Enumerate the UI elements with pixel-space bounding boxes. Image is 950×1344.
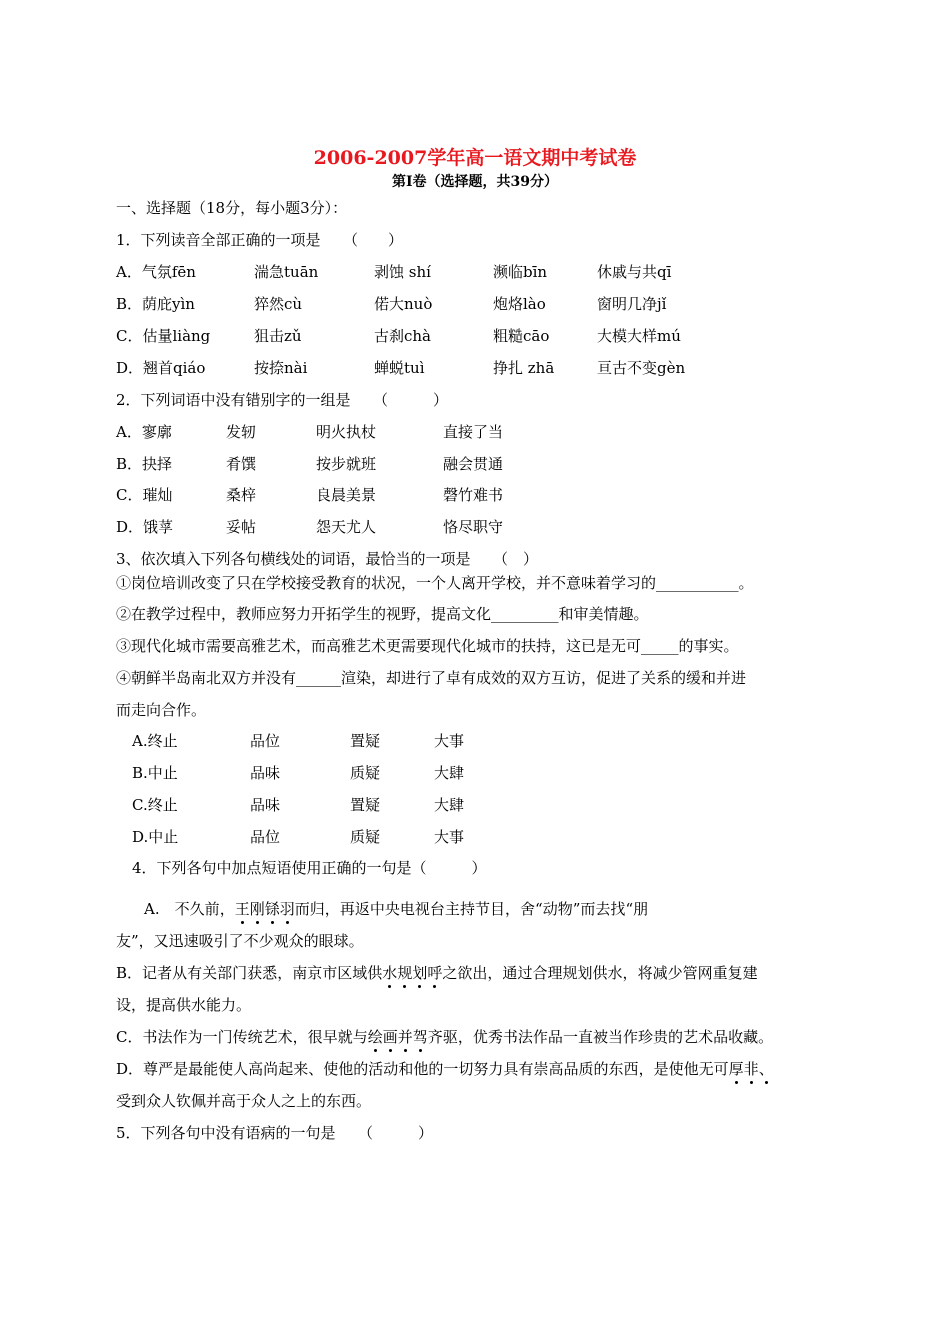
option-cell: D.中止 [132, 828, 179, 846]
option-cell: 蝉蜕tuì [374, 359, 425, 377]
question-3-sentence-4-cont: 而走向合作。 [116, 701, 207, 719]
option-cell: D．翘首qiáo [116, 359, 206, 377]
question-4-option-a-cont: 友”，又迅速吸引了不少观众的眼球。 [116, 932, 364, 950]
option-cell: 发轫 [226, 423, 257, 441]
question-4-option-b-cont: 设，提高供水能力。 [116, 996, 252, 1014]
question-4-option-c: C．书法作为一门传统艺术，很早就与绘画并驾齐驱，优秀书法作品一直被当作珍贵的艺术品收藏。 [116, 1028, 774, 1046]
option-cell: 妥帖 [226, 518, 257, 536]
option-cell: B．荫庇yìn [116, 295, 195, 313]
question-3-sentence-1: ①岗位培训改变了只在学校接受教育的状况，一个人离开学校，并不意味着学习的___________。 [116, 574, 754, 592]
option-cell: 品位 [250, 828, 281, 846]
option-cell: C.终止 [132, 796, 178, 814]
option-cell: 休戚与共qī [597, 263, 672, 281]
option-cell: D．饿莩 [116, 518, 174, 536]
question-4-option-d-cont: 受到众人钦佩并高于众人之上的东西。 [116, 1092, 372, 1110]
option-cell: B.中止 [132, 764, 178, 782]
option-cell: 大肆 [434, 796, 465, 814]
question-2-stem: 2．下列词语中没有错别字的一组是 （ ） [116, 391, 449, 409]
option-cell: 剥蚀 shí [374, 263, 431, 281]
question-4-stem: 4．下列各句中加点短语使用正确的一句是（ ） [132, 859, 487, 877]
option-cell: 濒临bīn [493, 263, 548, 281]
option-cell: 大事 [434, 732, 465, 750]
option-cell: 融会贯通 [443, 455, 504, 473]
option-cell: 狙击zǔ [254, 327, 302, 345]
option-cell: 湍急tuān [254, 263, 319, 281]
question-3-sentence-3: ③现代化城市需要高雅艺术，而高雅艺术更需要现代化城市的扶持，这已是无可_____的事实。 [116, 637, 739, 655]
option-cell: A.终止 [132, 732, 178, 750]
option-cell: C．璀灿 [116, 486, 173, 504]
question-3-sentence-4: ④朝鲜半岛南北双方并没有______渲染，却进行了卓有成效的双方互访，促进了关系的缓和并进 [116, 669, 747, 687]
option-cell: 肴馔 [226, 455, 257, 473]
option-cell: A．寥廓 [116, 423, 172, 441]
option-cell: 大肆 [434, 764, 465, 782]
option-cell: 品味 [250, 764, 281, 782]
question-4-option-b: B．记者从有关部门获悉，南京市区域供水规划呼之欲出，通过合理规划供水，将减少管网重复建 [116, 964, 758, 982]
option-cell: 品味 [250, 796, 281, 814]
question-4-option-a: A. 不久前，王刚铩羽而归，再返中央电视台主持节目，舍“动物”而去找“朋 [144, 900, 649, 918]
option-cell: 大事 [434, 828, 465, 846]
option-cell: 偌大nuò [374, 295, 433, 313]
option-cell: B．抉择 [116, 455, 173, 473]
option-cell: 置疑 [350, 796, 381, 814]
option-cell: C．估量liàng [116, 327, 211, 345]
option-cell: 猝然cù [254, 295, 303, 313]
option-cell: 置疑 [350, 732, 381, 750]
page-title: 2006-2007学年高一语文期中考试卷 [313, 147, 637, 169]
option-cell: 明火执杖 [316, 423, 377, 441]
option-cell: A．气氛fēn [116, 263, 196, 281]
option-cell: 质疑 [350, 828, 381, 846]
option-cell: 大模大样mú [597, 327, 681, 345]
question-4-option-d: D．尊严是最能使人高尚起来、使他的活动和他的一切努力具有崇高品质的东西，是使他无可厚非、 [116, 1060, 774, 1078]
option-cell: 怨天尤人 [316, 518, 377, 536]
option-cell: 挣扎 zhā [493, 359, 555, 377]
option-cell: 亘古不变gèn [597, 359, 686, 377]
question-3-stem: 3、依次填入下列各句横线处的词语，最恰当的一项是 （ ） [116, 550, 539, 568]
option-cell: 炮烙lào [493, 295, 546, 313]
section-heading: 一、选择题（18分，每小题3分）： [116, 199, 348, 217]
option-cell: 良晨美景 [316, 486, 377, 504]
option-cell: 粗糙cāo [493, 327, 550, 345]
option-cell: 磬竹难书 [443, 486, 504, 504]
option-cell: 桑梓 [226, 486, 257, 504]
option-cell: 品位 [250, 732, 281, 750]
option-cell: 按步就班 [316, 455, 377, 473]
question-1-stem: 1．下列读音全部正确的一项是 （ ） [116, 231, 404, 249]
option-cell: 古刹chà [374, 327, 432, 345]
option-cell: 质疑 [350, 764, 381, 782]
option-cell: 按捺nài [254, 359, 308, 377]
option-cell: 直接了当 [443, 423, 504, 441]
question-5-stem: 5．下列各句中没有语病的一句是 （ ） [116, 1124, 434, 1142]
option-cell: 窗明几净jǐ [597, 295, 667, 313]
option-cell: 恪尽职守 [443, 518, 504, 536]
section-subtitle: 第Ⅰ卷（选择题，共39分） [391, 174, 559, 190]
question-3-sentence-2: ②在教学过程中，教师应努力开拓学生的视野，提高文化_________和审美情趣。 [116, 605, 649, 623]
